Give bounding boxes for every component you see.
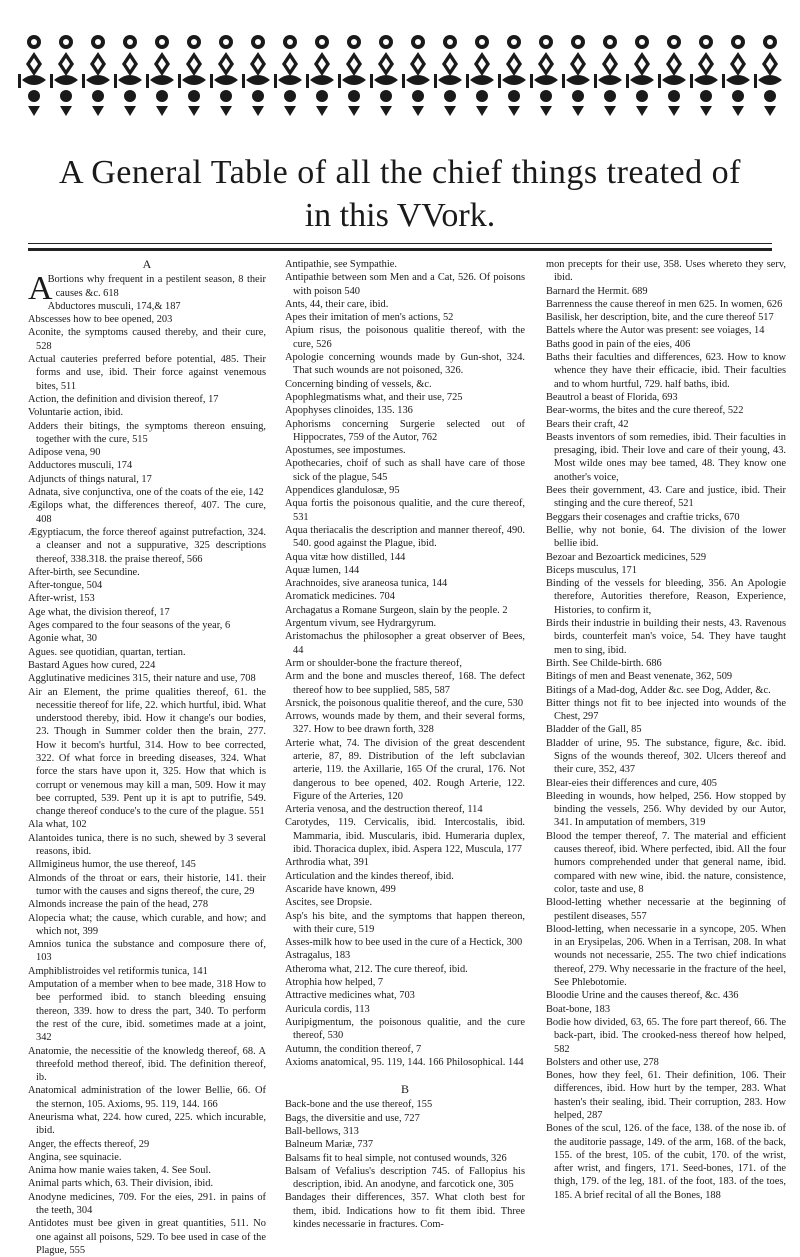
index-entry: Apothecaries, choif of such as shall have care of those sick of the plague, 545 [285, 458, 525, 483]
index-entry: Balneum Mariæ, 737 [285, 1139, 374, 1151]
index-entry: Action, the definition and division thereof, 17 [28, 393, 219, 405]
index-entry: Bastard Agues how cured, 224 [28, 659, 156, 671]
index-entry: Anodyne medicines, 709. For the eies, 291. in pains of the teeth, 304 [28, 1191, 266, 1217]
index-entry: Battels where the Autor was present: see voiages, 14 [546, 325, 765, 337]
index-entry: Apes their imitation of men's actions, 52 [285, 312, 454, 324]
index-entry: Ascites, see Dropsie. [285, 897, 373, 909]
index-entry: Aphorisms concerning Surgerie selected out of Hippocrates, 759 of the Autor, 762 [285, 418, 525, 443]
index-entry: Baths good in pain of the eies, 406 [546, 338, 691, 350]
index-entry: Birth. See Childe-birth. 686 [546, 657, 662, 669]
index-entry: After-birth, see Secundine. [28, 566, 140, 578]
index-entry: Blood-letting, when necessarie in a syncope, 205. When in an Erysipelas, 206. When in a Terrisan, 208. In what wounds not necessarie, 255. The two chief indications thereof, 279. Why necessarie in the fracture of the heel, See Phlebotomie. [546, 923, 786, 989]
index-entry: Apostumes, see impostumes. [285, 445, 406, 457]
index-entry: Antipathie, see Sympathie. [285, 259, 397, 270]
index-entry: Apologie concerning wounds made by Gun-shot, 324. That such wounds are not poisoned, 326. [285, 352, 525, 377]
index-entry: Back-bone and the use thereof, 155 [285, 1099, 433, 1111]
index-entry: Beautrol a beast of Florida, 693 [546, 391, 678, 403]
index-entry: Asses-milk how to bee used in the cure of a Hectick, 300 [285, 937, 523, 949]
index-entry: Ascaride have known, 499 [285, 883, 396, 895]
index-entry: Carotydes, 119. Cervicalis, ibid. Intercostalis, ibid. Mammaria, ibid. Muscularis, ibid. Humeraria duplex, ibid. Thoracica duplex, ibid. Aspera 122, Muscula, 177 [285, 817, 525, 856]
index-entry: Arterie what, 74. The division of the great descendent arterie, 87, 89. Distribution of the left subclavian arterie, 119. the Axillarie, 165 Of the crural, 176. Not dangerous to bee opened, 402. Rough Arterie, 122. Figure of the Arteries, 120 [285, 737, 525, 802]
index-entry: Appendices glandulosæ, 95 [285, 485, 400, 497]
index-entry: Voluntarie action, ibid. [28, 407, 124, 419]
index-entry: Aristomachus the philosopher a great observer of Bees, 44 [285, 631, 525, 656]
index-entry: Alantoides tunica, there is no such, shewed by 3 several reasons, ibid. [28, 832, 266, 858]
index-entry: Beggars their cosenages and craftie tricks, 670 [546, 511, 740, 523]
index-entry: Air an Element, the prime qualities thereof, 61. the necessitie thereof for life, 22. which hurtful, ibid. What understood thereby, ibid. How it change's our bodies, 23. Though in Summer colder then the brain, 277. How it becom's hurtful, 314. How to bee corrected, 322. Of what force in breeding diseases, 324. What force the stars have upon it, 325. How that which is corrupt or venemous may kill a man, 509. How it may bee corrupted, 539. Pent up it is apt to putrifie, 549. change thereof conduce's to the cure of the plague. 551 [28, 686, 266, 818]
index-entry: Birds their industrie in building their nests, 43. Ravenous birds, counterfeit man's voice, 54. They have taught men to sing, ibid. [546, 618, 786, 656]
divider-thick [28, 248, 772, 251]
index-entry: Allmigineus humor, the use thereof, 145 [28, 859, 196, 871]
index-entry: Arm and the bone and muscles thereof, 168. The defect thereof how to bee supplied, 585, 587 [285, 671, 525, 696]
index-entry: Almonds of the throat or ears, their historie, 141. their tumor with the causes and signs thereof, the cure, 29 [28, 872, 266, 897]
index-entry: Atheroma what, 212. The cure thereof, ibid. [285, 963, 468, 975]
index-entry: Binding of the vessels for bleeding, 356. An Apologie therefore, Autorities therefore, Reason, Experience, Histories, to confirm it, [546, 578, 786, 616]
index-entry: Bees their government, 43. Care and justice, ibid. Their stinging and the cure thereof, 521 [546, 485, 786, 510]
index-entry: Blear-eies their differences and cure, 405 [546, 777, 717, 789]
index-entry: Aneurisma what, 224. how cured, 225. which incurable, ibid. [28, 1112, 266, 1137]
index-entry: Bears their craft, 42 [546, 418, 629, 430]
index-entry: Arachnoides, sive araneosa tunica, 144 [285, 578, 448, 590]
index-entry: Boat-bone, 183 [546, 1003, 611, 1015]
index-entry: Bladder of urine, 95. The substance, figure, &c. ibid. Signs of the wounds thereof, 302. Ulcers thereof and their cure, 352, 437 [546, 737, 786, 776]
decorative-ornament-band [18, 30, 782, 120]
index-entry: Adductores musculi, 174 [28, 460, 133, 472]
index-entry: Biceps musculus, 171 [546, 564, 637, 576]
index-entry: Balsam of Vefalius's description 745. of Fallopius his description, ibid. An anodyne, and farcotick one, 305 [285, 1165, 525, 1191]
section-gap [285, 1069, 525, 1083]
index-entry: Angina, see squinacie. [28, 1151, 122, 1163]
index-entry: Agglutinative medicines 315, their nature and use, 708 [28, 673, 256, 685]
index-entry: Asp's his bite, and the symptoms that happen thereon, with their cure, 519 [285, 910, 525, 935]
index-entry: Blood the temper thereof, 7. The material and efficient causes thereof, ibid. Where perfected, ibid. All the four humors comprehended under that general name, ibid. compared with new wine, ibid. the nature, consistence, color, taste and use, 8 [546, 830, 786, 895]
index-entry: Bolsters and other use, 278 [546, 1056, 659, 1068]
index-entry: Amnios tunica the substance and composure there of, 103 [28, 939, 266, 964]
index-entry: Ants, 44, their care, ibid. [285, 298, 389, 310]
index-entry: Aqua theriacalis the description and manner thereof, 490. 540. good against the Plague, ibid. [285, 524, 525, 550]
section-letter-b: B [400, 1082, 409, 1097]
index-entry: Arrows, wounds made by them, and their several forms, 327. How to bee drawn forth, 328 [285, 711, 525, 736]
index-entry: Ægilops what, the differences thereof, 407. The cure, 408 [28, 500, 266, 525]
index-entry: Bags, the diversitie and use, 727 [285, 1112, 420, 1124]
index-entry: Barrenness the cause thereof in men 625. In women, 626 [546, 298, 783, 310]
index-entry: Bandages their differences, 357. What cloth best for them, ibid. Indications how to fit them ibid. Three kindes necessarie in fractures. Com- [285, 1192, 525, 1231]
index-entry: Antipathie between som Men and a Cat, 526. Of poisons with poison 540 [285, 272, 525, 297]
index-entry: Anima how manie waies taken, 4. See Soul. [28, 1165, 211, 1177]
index-entry: Aqua fortis the poisonous qualitie, and the cure thereof, 531 [285, 498, 525, 523]
index-entry: Aquæ lumen, 144 [285, 564, 360, 576]
index-entry: Adnata, sive conjunctiva, one of the coats of the eie, 142 [28, 487, 264, 499]
index-entry: Almonds increase the pain of the head, 278 [28, 899, 209, 911]
index-entry: Bortions why frequent in a pestilent season, 8 their causes &c. 618 [47, 274, 266, 299]
index-entry: Bitings of a Mad-dog, Adder &c. see Dog, Adder, &c. [546, 684, 771, 696]
index-entry: Apium risus, the poisonous qualitie thereof, with the cure, 526 [285, 325, 525, 350]
index-entry: Basilisk, her description, bite, and the cure thereof 517 [546, 312, 774, 324]
index-column-3 [546, 258, 786, 1216]
index-entry: Agonie what, 30 [28, 633, 97, 645]
index-entry: Bones, how they feel, 61. Their definition, 106. Their differences, ibid. How hurt by the temper, 283. What hasten's their sealing, ibid. Their corruption, 283. How helped, 287 [546, 1070, 786, 1121]
index-entry: Amphiblistroides vel retiformis tunica, 141 [28, 965, 208, 977]
index-entry: Attractive medicines what, 703 [285, 990, 415, 1002]
index-entry: Actual cauteries preferred before potential, 485. Their forms and use, ibid. Their force against venemous bites, 511 [28, 354, 266, 392]
index-entry: Bleeding in wounds, how helped, 256. How stopped by binding the vessels, 256. Why devided by our Autor, 341. In amputation of members, 319 [546, 790, 786, 829]
index-entry: Articulation and the kindes thereof, ibid. [285, 870, 454, 882]
index-entry: Bellie, why not bonie, 64. The division of the lower bellie ibid. [546, 524, 786, 550]
index-entry: Baths their faculties and differences, 623. How to know whence they have their efficacie, ibid. Their faculties and to whom hurtful, 729. half baths, ibid. [546, 352, 786, 390]
index-entry: Archagatus a Romane Surgeon, slain by the people. 2 [285, 604, 508, 616]
index-entry: Bladder of the Gall, 85 [546, 724, 642, 736]
index-entry: Bones of the scul, 126. of the face, 138. of the nose ib. of the auditorie passage, 149. of the arm, 168. of the back, 155. of the brest, 105. of the cubit, 170. of the wrist, after wrist, and fingers, 171. Seed-bones, 171. of the thigh, 179. of the leg, 181. of the foot, 183. of the toes, 185. A brief recital of all the Bones, 188 [546, 1123, 786, 1201]
index-entry: Abscesses how to bee opened, 203 [28, 314, 173, 326]
index-entry: Apophyses clinoides, 135. 136 [285, 405, 413, 417]
index-entry: Alopecia what; the cause, which curable, and how; and which not, 399 [28, 912, 266, 937]
index-entry: Beasts inventors of som remedies, ibid. Their faculties in presaging, ibid. Their love and care of their young, 43. Most wilde ones may bee tamed, 48. They know one another's voice, [546, 431, 786, 483]
index-entry: Arsnick, the poisonous qualitie thereof, and the cure, 530 [285, 697, 524, 709]
index-entry: Bodie how divided, 63, 65. The fore part thereof, 66. The back-part, ibid. The crooked-ness thereof how helped, 582 [546, 1016, 786, 1055]
index-entry: After-tongue, 504 [28, 580, 103, 592]
index-entry: Adipose vena, 90 [28, 447, 101, 459]
index-entry: Aromatick medicines. 704 [285, 591, 395, 603]
index-entry: Blood-letting whether necessarie at the beginning of pestilent diseases, 557 [546, 897, 786, 922]
index-entry: Abductores musculi, 174,& 187 [47, 300, 181, 312]
index-entry: Bitings of men and Beast venenate, 362, 509 [546, 671, 733, 683]
index-entry: Ages compared to the four seasons of the year, 6 [28, 620, 231, 632]
index-entry: Arthrodia what, 391 [285, 857, 369, 869]
drop-capital: A [28, 270, 53, 308]
index-entry: Auricula cordis, 113 [285, 1003, 370, 1015]
page-title: A General Table of all the chief things treated of [59, 154, 741, 191]
index-entry: Balsams fit to heal simple, not contused wounds, 326 [285, 1152, 507, 1164]
index-entry: Amputation of a member when to bee made, 318 How to bee performed ibid. to stanch bleeding ensuing thereon, 339. how to dress the part, 340. To perform the rest of the cure, ibid. sometimes made at a joint, 342 [28, 979, 266, 1044]
index-entry: After-wrist, 153 [28, 593, 95, 605]
index-entry: Anger, the effects thereof, 29 [28, 1138, 150, 1150]
divider-thin [28, 243, 772, 244]
index-entry: Argentum vivum, see Hydrargyrum. [285, 618, 437, 630]
index-entry: Auripigmentum, the poisonous qualitie, and the cure thereof, 530 [285, 1016, 525, 1042]
index-entry: Agues. see quotidian, quartan, tertian. [28, 646, 186, 658]
index-entry: Antidotes must bee given in great quantities, 511. No one against all poisons, 529. To bee used in case of the Plague, 555 [28, 1218, 266, 1256]
index-entry: Barnard the Hermit. 689 [546, 285, 648, 297]
index-entry: Age what, the division thereof, 17 [28, 606, 170, 618]
index-entry: Atrophia how helped, 7 [285, 977, 384, 989]
index-entry: Apophlegmatisms what, and their use, 725 [285, 391, 463, 403]
index-entry: Ball-bellows, 313 [285, 1126, 359, 1137]
index-entry: Adjuncts of things natural, 17 [28, 473, 152, 485]
index-column-2 [285, 258, 525, 1231]
index-entry: mon precepts for their use, 358. Uses whereto they serv, ibid. [546, 259, 786, 284]
index-entry: Adders their bitings, the symptoms thereon ensuing, together with the cure, 515 [28, 420, 266, 445]
index-entry: Bloodie Urine and the causes thereof, &c. 436 [546, 990, 739, 1002]
index-entry: Autumn, the condition thereof, 7 [285, 1043, 422, 1055]
section-letter-a: A [142, 257, 152, 271]
index-entry: Concerning binding of vessels, &c. [285, 378, 432, 390]
index-entry: Anatomical administration of the lower Bellie, 66. Of the sternon, 105. Axioms, 95. 119, 144. 166 [28, 1085, 266, 1110]
index-entry: Anatomie, the necessitie of the knowledg thereof, 68. A threefold method thereof, ibid. The definition thereof, ib. [28, 1045, 266, 1084]
index-entry: Bear-worms, the bites and the cure thereof, 522 [546, 405, 744, 417]
index-entry: Astragalus, 183 [285, 950, 351, 962]
index-entry: Aconite, the symptoms caused thereby, and their cure, 528 [28, 327, 266, 352]
page-subtitle: in this VVork. [304, 197, 496, 234]
index-entry: Animal parts which, 63. Their division, ibid. [28, 1178, 214, 1190]
index-entry: Ægyptiacum, the force thereof against putrefaction, 324. a cleanser and not a suppurative, 325 descriptions thereof, 338.318. the praise thereof, 566 [28, 526, 266, 565]
index-entry: Arteria venosa, and the destruction thereof, 114 [285, 804, 483, 816]
index-entry: Ala what, 102 [28, 819, 87, 831]
index-entry: Aqua vitæ how distilled, 144 [285, 551, 406, 563]
index-entry: Axioms anatomical, 95. 119, 144. 166 Philosophical. 144 [285, 1056, 524, 1068]
index-entry: Arm or shoulder-bone the fracture thereof, [285, 657, 462, 669]
index-entry: Bitter things not fit to bee injected into wounds of the Chest, 297 [546, 697, 786, 723]
index-column-1 [28, 257, 266, 1256]
index-entry: Bezoar and Bezoartick medicines, 529 [546, 551, 707, 563]
